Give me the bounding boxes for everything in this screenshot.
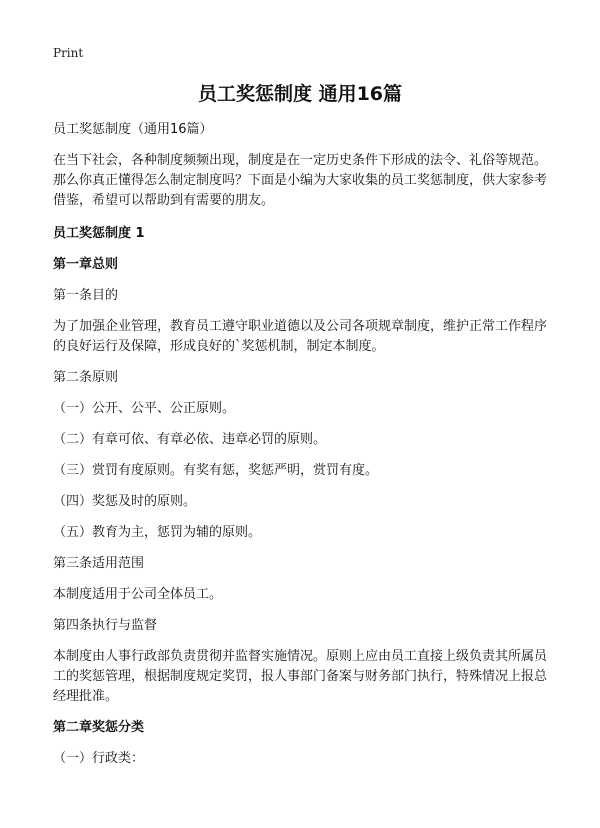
article-text-4: 本制度由人事行政部负责贯彻并监督实施情况。原则上应由员工直接上级负责其所属员工的奖惩管理，根据制度规定奖罚，报人事部门备案与财务部门执行，特殊情况上报总经理批准。 [53,649,548,704]
article-heading-1: 第一条目的 [53,288,119,303]
chapter-heading-1: 第一章总则 [53,257,119,272]
principle-item: （三）赏罚有度原则。有奖有惩，奖惩严明，赏罚有度。 [53,463,379,478]
intro-paragraph: 在当下社会，各种制度频频出现，制度是在一定历史条件下形成的法令、礼俗等规范。那么你真正懂得怎么制定制度吗？下面是小编为大家收集的员工奖惩制度，供大家参考借鉴，希望可以帮助到有需要的朋友。 [53,153,548,208]
article-heading-4: 第四条执行与监督 [53,618,158,633]
principle-item: （二）有章可依、有章必依、违章必罚的原则。 [53,432,327,447]
article-heading-2: 第二条原则 [53,370,119,385]
principle-item: （一）公开、公平、公正原则。 [53,401,236,416]
article-text-3: 本制度适用于公司全体员工。 [53,587,223,602]
section-heading-1: 员工奖惩制度 1 [53,226,145,241]
article-heading-3: 第三条适用范围 [53,556,145,571]
chapter2-item: （一）行政类： [53,751,145,766]
page-title: 员工奖惩制度 通用16篇 [197,83,403,105]
article-text-1: 为了加强企业管理，教育员工遵守职业道德以及公司各项规章制度，维护正常工作程序的良好运行及保障，形成良好的`奖惩机制，制定本制度。 [53,319,548,354]
principle-item: （四）奖惩及时的原则。 [53,494,197,509]
document-body [53,120,553,780]
subtitle: 员工奖惩制度（通用16篇） [53,122,213,137]
principle-item: （五）教育为主，惩罚为辅的原则。 [53,525,262,540]
print-link[interactable]: Print [53,46,84,60]
chapter-heading-2: 第二章奖惩分类 [53,720,145,735]
